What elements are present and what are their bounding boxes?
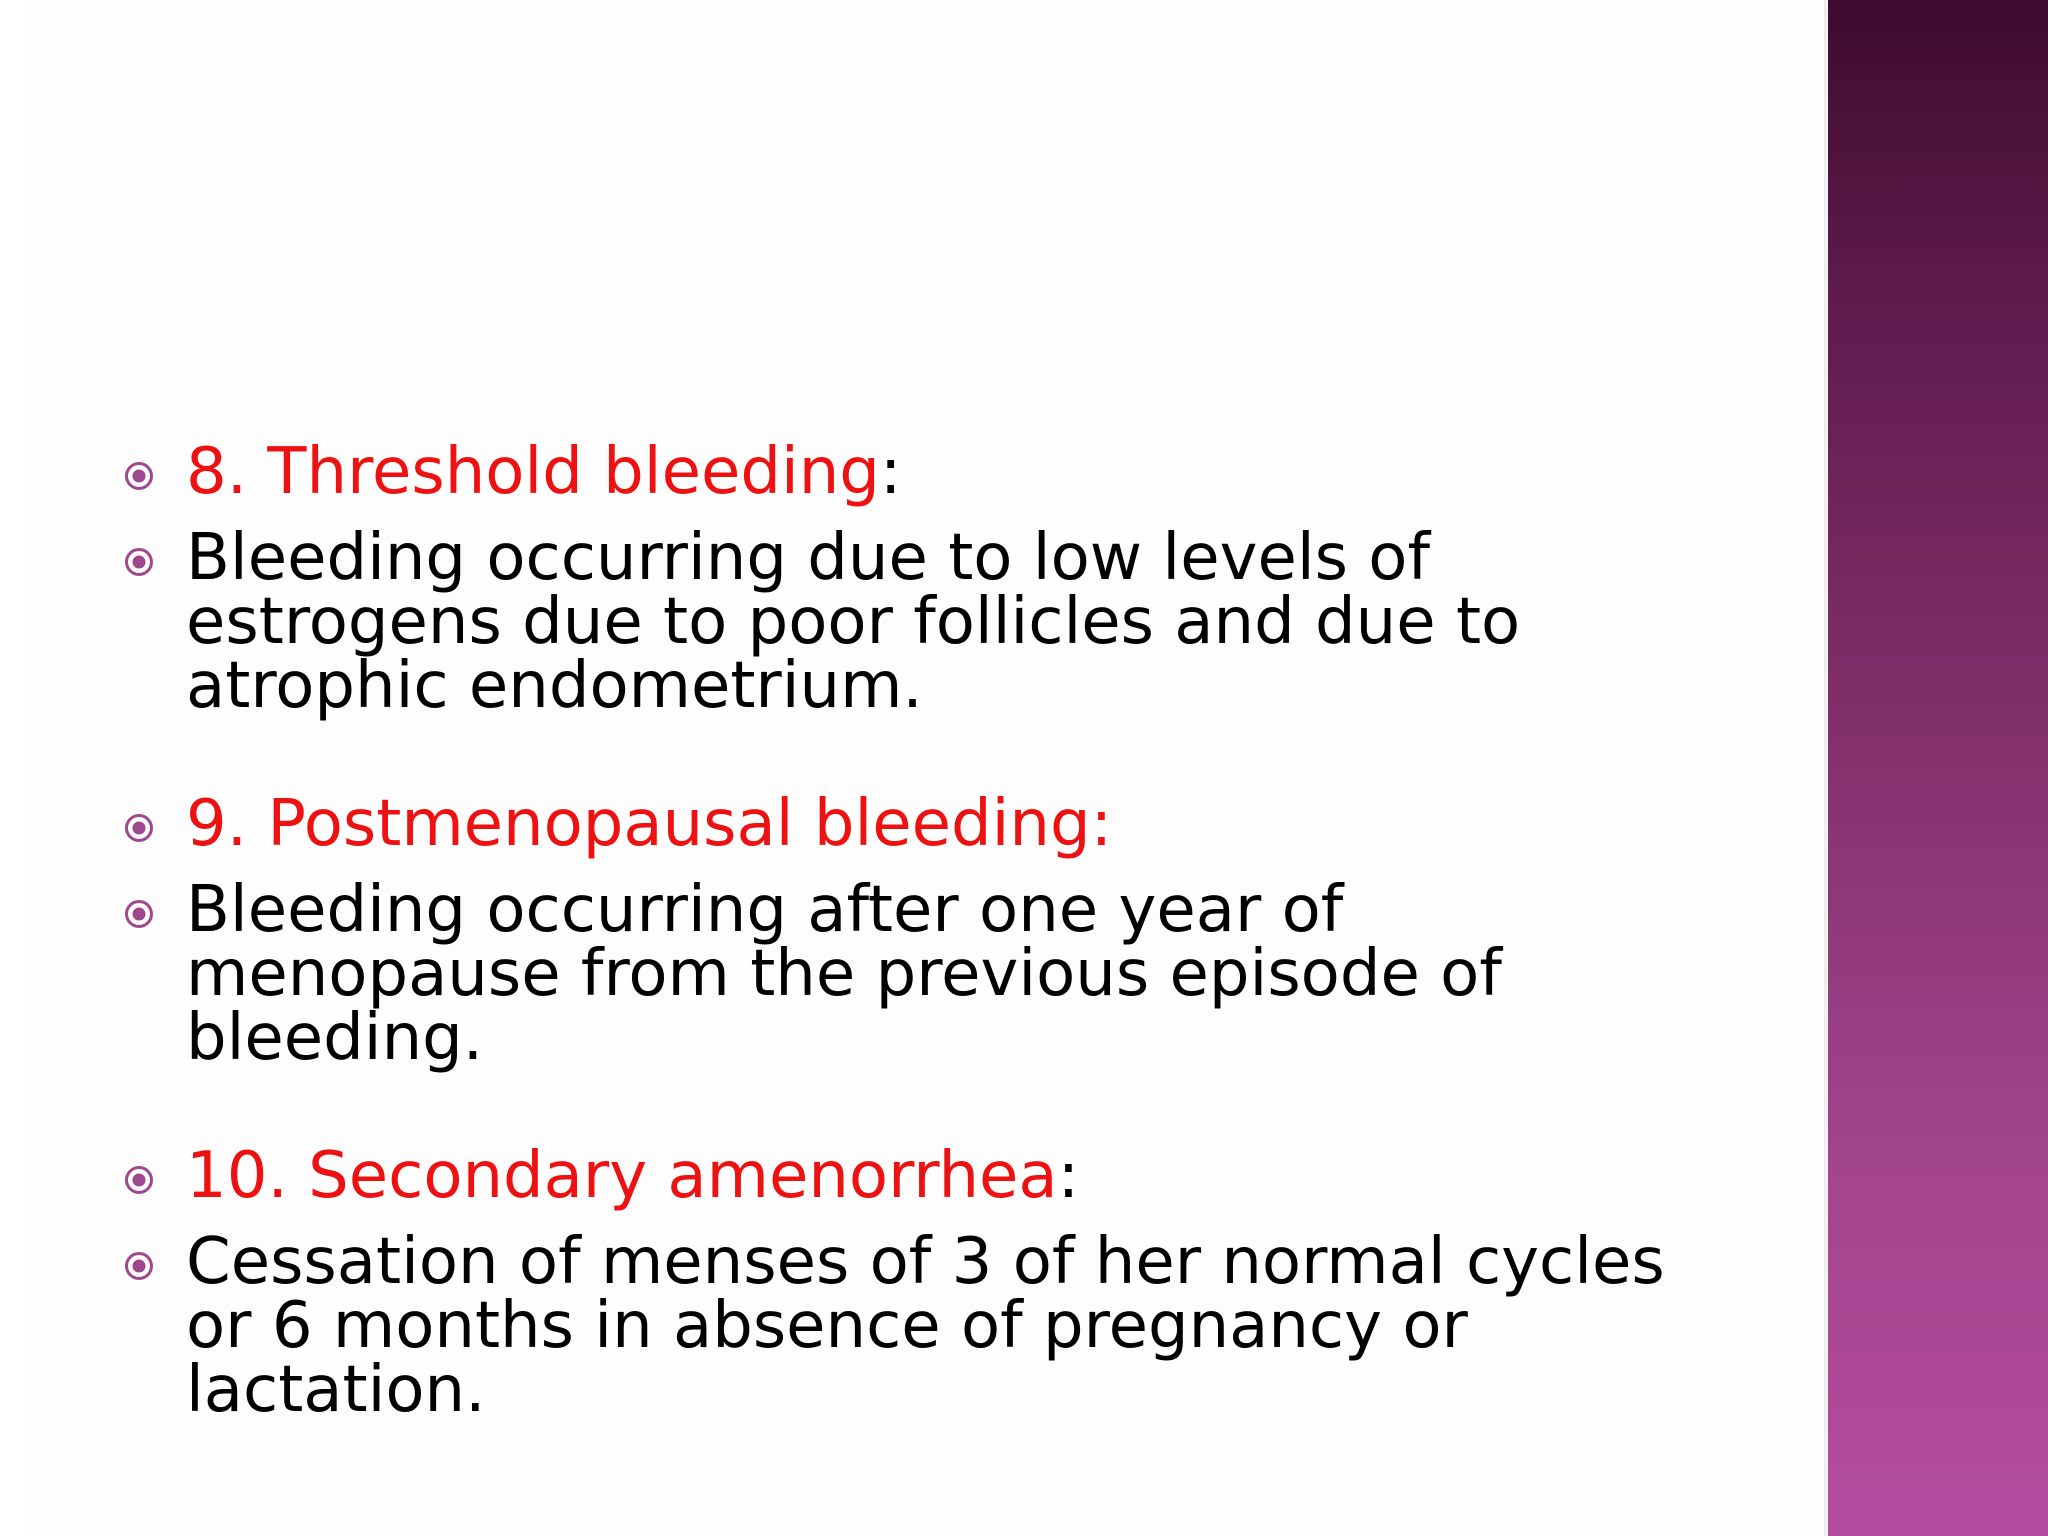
decorative-side-band — [1828, 0, 2048, 1536]
heading-text: 10. Secondary amenorrhea — [186, 1139, 1058, 1213]
heading-colon: : — [879, 435, 902, 509]
bullet-description-postmenopausal-bleeding — [124, 873, 1724, 1075]
heading-colon: : — [1057, 1139, 1080, 1213]
target-bullet-icon — [124, 461, 154, 491]
target-bullet-icon — [124, 1165, 154, 1195]
target-bullet-icon — [124, 899, 154, 929]
description-text: Bleeding occurring due to low levels of estrogens due to poor follicles and due to atrophic endometrium. — [186, 521, 1521, 723]
bullet-description-secondary-amenorrhea — [124, 1225, 1724, 1427]
bullet-heading-postmenopausal-bleeding — [124, 787, 1724, 861]
target-bullet-icon — [124, 547, 154, 577]
target-bullet-icon — [124, 813, 154, 843]
spacer — [124, 718, 1724, 792]
description-text: Cessation of menses of 3 of her normal cycles or 6 months in absence of pregnancy or lactation. — [186, 1225, 1665, 1427]
heading-text: 9. Postmenopausal bleeding: — [186, 787, 1113, 861]
slide-content — [124, 435, 1724, 1427]
bullet-description-threshold-bleeding — [124, 521, 1724, 723]
heading-text: 8. Threshold bleeding — [186, 435, 880, 509]
description-text: Bleeding occurring after one year of menopause from the previous episode of bleeding. — [186, 873, 1502, 1075]
bullet-heading-threshold-bleeding — [124, 435, 1724, 509]
spacer — [124, 1070, 1724, 1144]
target-bullet-icon — [124, 1251, 154, 1281]
slide-background-fade — [0, 0, 120, 1536]
bullet-heading-secondary-amenorrhea — [124, 1139, 1724, 1213]
